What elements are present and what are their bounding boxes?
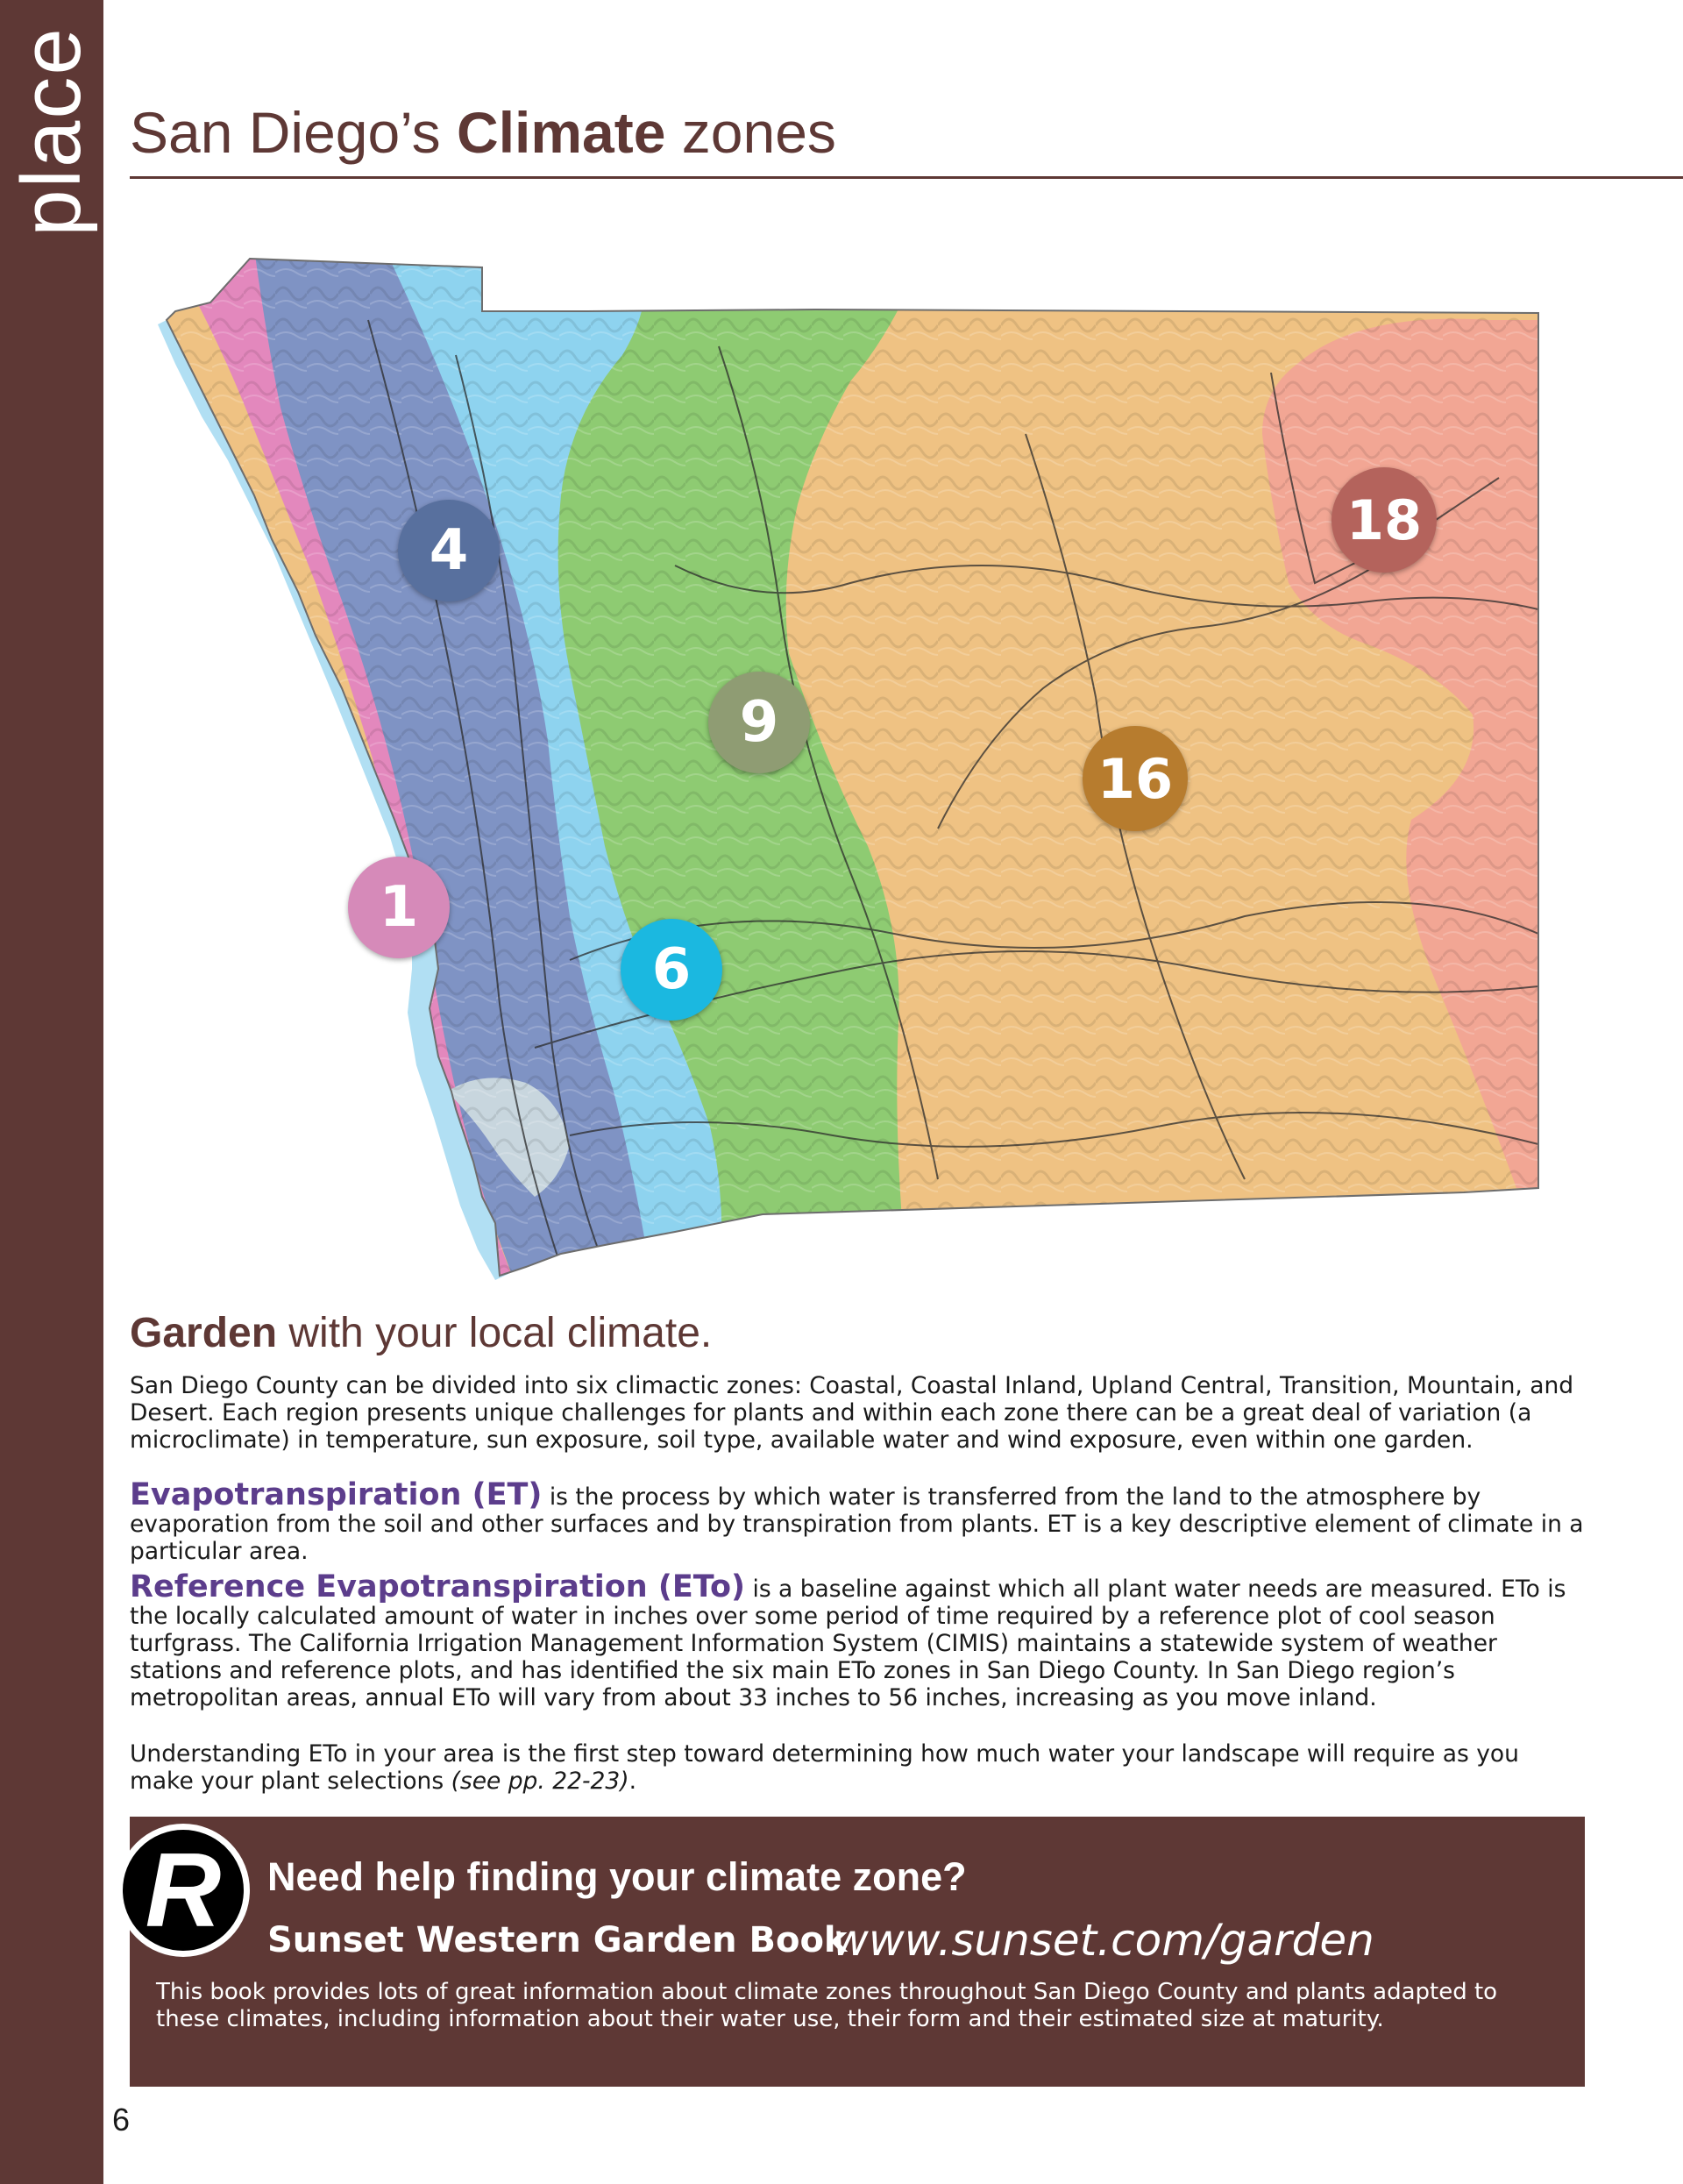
climate-zone-map [149,215,1552,1289]
section-heading [130,1309,712,1357]
title-prefix: San Diego’s [130,100,458,165]
eto-paragraph [130,1569,1585,1711]
understanding-text: Understanding ETo in your area is the first step toward determining how much water your landscape will require as you make your plant selections [130,1740,1519,1795]
callout-title: Need help finding your climate zone? [267,1854,967,1899]
section-word: place [4,26,98,237]
title-suffix: zones [665,100,836,165]
callout-book-title: Sunset Western Garden Book [267,1920,848,1960]
resource-logo-icon: R [117,1824,250,1957]
understanding-paragraph [130,1740,1585,1795]
callout-url[interactable]: www.sunset.com/garden [833,1915,1374,1966]
intro-paragraph: San Diego County can be divided into six climactic zones: Coastal, Coastal Inland, Upland Central, Transition, Mountain, and Desert. Each region presents unique challenges for plants and within each zone there can be a great deal of variation (a microclimate) in temperature, sun exposure, soil type, available water and wind exposure, even within one garden. [130,1372,1574,1454]
zone-badge-1: 1 [348,857,450,958]
zone-badge-16: 16 [1083,726,1188,831]
heading-bold: Garden [130,1310,278,1356]
zone-badge-9: 9 [708,672,810,773]
et-paragraph [130,1477,1585,1565]
sidebar-band [0,0,103,2184]
eto-body: is a baseline against which all plant water needs are measured. ETo is the locally calculated amount of water in inches over some period of time required by a reference plot of cool season turfgrass. The California Irrigation Management Information System (CIMIS) maintains a statewide system of weather stations and reference plots, and has identified the six main ETo zones in San Diego County. In San Diego region’s metropolitan areas, annual ETo will vary from about 33 inches to 56 inches, increasing as you move inland. [130,1576,1566,1711]
page-number: 6 [112,2102,131,2138]
zone-badge-6: 6 [621,919,722,1021]
et-body: is the process by which water is transferred from the land to the atmosphere by evaporation from the soil and other surfaces and by transpiration from plants. ET is a key descriptive element of climate in a particular area. [130,1483,1584,1565]
understanding-end: . [628,1768,637,1795]
zone-badge-18: 18 [1331,467,1437,573]
map-graphic [149,215,1552,1289]
page-title [130,100,836,165]
title-bold: Climate [457,100,666,165]
callout-body: This book provides lots of great information about climate zones throughout San Diego County and plants adapted to these climates, including information about their water use, their form and their estimated size at maturity. [156,1979,1498,2032]
eto-term: Reference Evapotranspiration (ETo) [130,1569,746,1604]
zone-badge-4: 4 [398,500,500,601]
title-rule [130,176,1683,179]
page-reference: (see pp. 22-23) [451,1768,629,1795]
heading-rest: with your local climate. [277,1310,713,1356]
et-term: Evapotranspiration (ET) [130,1477,543,1512]
